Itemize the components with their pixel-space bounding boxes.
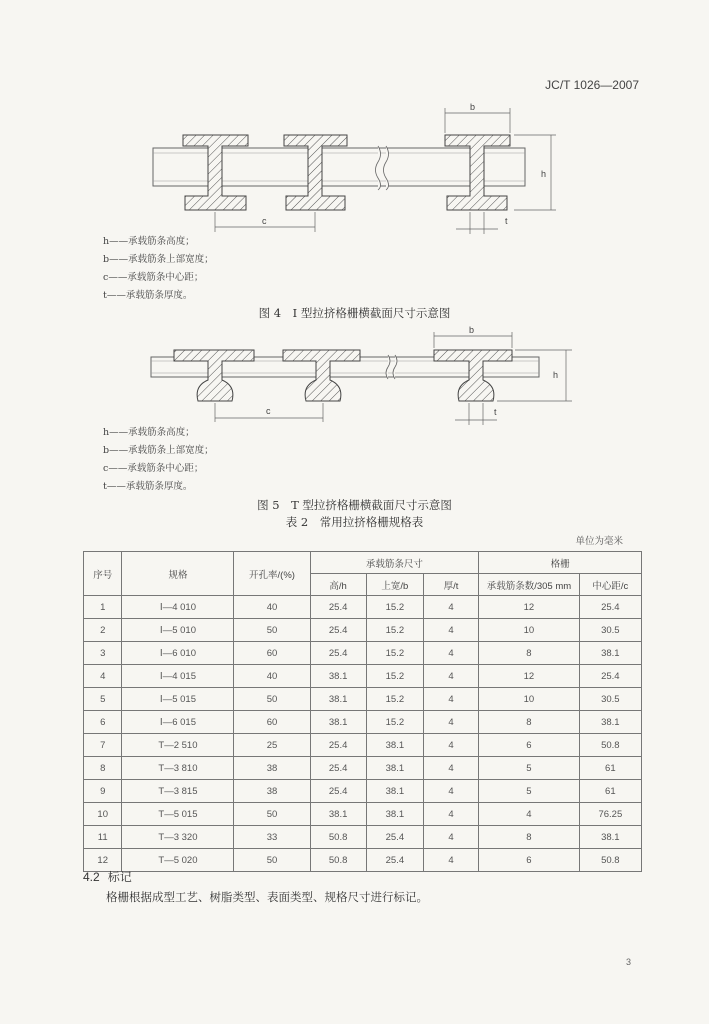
table-cell: 25.4 [310,619,366,642]
table-cell: 4 [479,803,580,826]
section-paragraph: 格栅根据成型工艺、树脂类型、表面类型、规格尺寸进行标记。 [106,890,428,904]
table-cell: 4 [423,803,478,826]
figure-4-drawing [0,96,709,240]
table-cell: 4 [423,642,478,665]
table-cell: 25.4 [310,734,366,757]
table-cell: 38.1 [579,826,641,849]
table-cell: 25.4 [310,780,366,803]
table-cell: 4 [84,665,122,688]
table-row [84,849,642,872]
table-cell: 6 [479,734,580,757]
table-cell: 38 [234,780,310,803]
fig4-label-c: c [262,216,267,226]
table-cell: 40 [234,596,310,619]
table-cell: Ⅰ—5 010 [122,619,234,642]
table-cell: 25.4 [579,596,641,619]
table-cell: T—3 320 [122,826,234,849]
table-cell: 4 [423,619,478,642]
table-cell: 50 [234,619,310,642]
fig5-label-t: t [494,407,497,417]
table-cell: 25.4 [310,596,366,619]
table-cell: 10 [84,803,122,826]
table-cell: 12 [479,596,580,619]
legend-item: c——承载筋条中心距； [103,272,204,283]
table-cell: 15.2 [366,642,423,665]
section-number: 4.2 [83,870,100,884]
table-cell: 38.1 [579,642,641,665]
figure-5-drawing [0,322,709,432]
table-cell: 4 [423,757,478,780]
header-seq: 序号 [84,552,122,596]
table-cell: T—3 815 [122,780,234,803]
table-cell: 1 [84,596,122,619]
page-number: 3 [625,957,631,967]
header-grid-group: 格栅 [479,552,642,574]
section-4-2-heading [83,868,132,885]
table-cell: 38.1 [366,734,423,757]
fig5-label-b: b [469,325,475,335]
table-cell: 5 [84,688,122,711]
legend-item: t——承载筋条厚度。 [103,481,193,492]
table-row [84,757,642,780]
spec-table [83,551,642,872]
header-spec: 规格 [122,552,234,596]
table-cell: 50.8 [579,734,641,757]
table-cell: 6 [479,849,580,872]
table-cell: Ⅰ—4 015 [122,665,234,688]
table-cell: 38.1 [579,711,641,734]
table-cell: 4 [423,849,478,872]
table-cell: 15.2 [366,596,423,619]
table-cell: 60 [234,642,310,665]
table-row [84,665,642,688]
fig5-label-c: c [266,406,271,416]
table-cell: 25 [234,734,310,757]
table-cell: 61 [579,757,641,780]
table-cell: 38.1 [366,803,423,826]
table-cell: 25.4 [310,642,366,665]
header-center-distance: 中心距/c [579,574,641,596]
table-cell: 76.25 [579,803,641,826]
table-row [84,619,642,642]
table-row [84,780,642,803]
table-cell: T—5 015 [122,803,234,826]
table-cell: 2 [84,619,122,642]
table-cell: 7 [84,734,122,757]
fig5-label-h: h [553,370,559,380]
section-title: 标记 [107,870,132,884]
table-cell: 15.2 [366,688,423,711]
legend-item: h——承载筋条高度； [103,427,195,438]
table-row [84,688,642,711]
table-cell: 38.1 [310,688,366,711]
table-cell: 4 [423,711,478,734]
table-row [84,596,642,619]
header-height: 高/h [310,574,366,596]
table-cell: 6 [84,711,122,734]
table-cell: 50 [234,849,310,872]
table-cell: 30.5 [579,688,641,711]
table-cell: 50 [234,803,310,826]
table-cell: 15.2 [366,665,423,688]
header-thickness: 厚/t [423,574,478,596]
table-row [84,826,642,849]
table-cell: Ⅰ—5 015 [122,688,234,711]
table-cell: 33 [234,826,310,849]
table-cell: 8 [84,757,122,780]
table-cell: 38.1 [310,803,366,826]
table-cell: 4 [423,688,478,711]
table-cell: 10 [479,688,580,711]
header-width: 上宽/b [366,574,423,596]
table-cell: 4 [423,665,478,688]
table-row [84,642,642,665]
table-cell: Ⅰ—6 015 [122,711,234,734]
table-cell: 12 [479,665,580,688]
header-bar-count: 承载筋条数/305 mm [479,574,580,596]
fig4-label-h: h [541,169,547,179]
header-open-rate: 开孔率/(%) [234,552,310,596]
figure-5-legend [103,424,214,496]
table-cell: Ⅰ—4 010 [122,596,234,619]
fig4-label-t: t [505,216,508,226]
table-cell: 38.1 [310,711,366,734]
table-row [84,711,642,734]
table-cell: 10 [479,619,580,642]
table-cell: 9 [84,780,122,803]
table-cell: 50.8 [310,826,366,849]
legend-item: c——承载筋条中心距； [103,463,204,474]
document-code: JC/T 1026—2007 [545,78,639,92]
figure-4-caption: 图 4 I 型拉挤格栅横截面尺寸示意图 [258,306,451,320]
table-cell: 25.4 [366,849,423,872]
legend-item: h——承载筋条高度； [103,236,195,247]
table-cell: 25.4 [310,757,366,780]
legend-item: b——承载筋条上部宽度； [103,445,214,456]
legend-item: t——承载筋条厚度。 [103,290,193,301]
legend-item: b——承载筋条上部宽度； [103,254,214,265]
table-cell: 4 [423,734,478,757]
table-cell: 38.1 [366,780,423,803]
table-cell: 11 [84,826,122,849]
table-cell: 15.2 [366,711,423,734]
table-cell: 25.4 [366,826,423,849]
table-cell: 50 [234,688,310,711]
table-cell: 50.8 [579,849,641,872]
table-unit-note: 单位为毫米 [575,536,623,547]
table-cell: 5 [479,757,580,780]
figure-5-caption: 图 5 T 型拉挤格栅横截面尺寸示意图 [257,498,452,512]
header-bar-group: 承载筋条尺寸 [310,552,479,574]
table-cell: 8 [479,711,580,734]
table-cell: T—2 510 [122,734,234,757]
fig4-label-b: b [470,102,476,112]
table-cell: 38.1 [366,757,423,780]
figure-4-legend [103,233,214,305]
table-2-title: 表 2 常用拉挤格栅规格表 [285,515,424,529]
table-cell: T—3 810 [122,757,234,780]
table-row [84,734,642,757]
table-cell: T—5 020 [122,849,234,872]
table-cell: 3 [84,642,122,665]
table-cell: 25.4 [579,665,641,688]
table-cell: 38.1 [310,665,366,688]
table-cell: 4 [423,826,478,849]
table-cell: 40 [234,665,310,688]
table-cell: 8 [479,826,580,849]
table-cell: 30.5 [579,619,641,642]
table-cell: 38 [234,757,310,780]
table-cell: Ⅰ—6 010 [122,642,234,665]
table-cell: 8 [479,642,580,665]
table-cell: 61 [579,780,641,803]
table-cell: 50.8 [310,849,366,872]
table-cell: 4 [423,780,478,803]
table-cell: 4 [423,596,478,619]
table-row [84,803,642,826]
table-cell: 5 [479,780,580,803]
table-cell: 60 [234,711,310,734]
table-cell: 15.2 [366,619,423,642]
table-cell: 12 [84,849,122,872]
